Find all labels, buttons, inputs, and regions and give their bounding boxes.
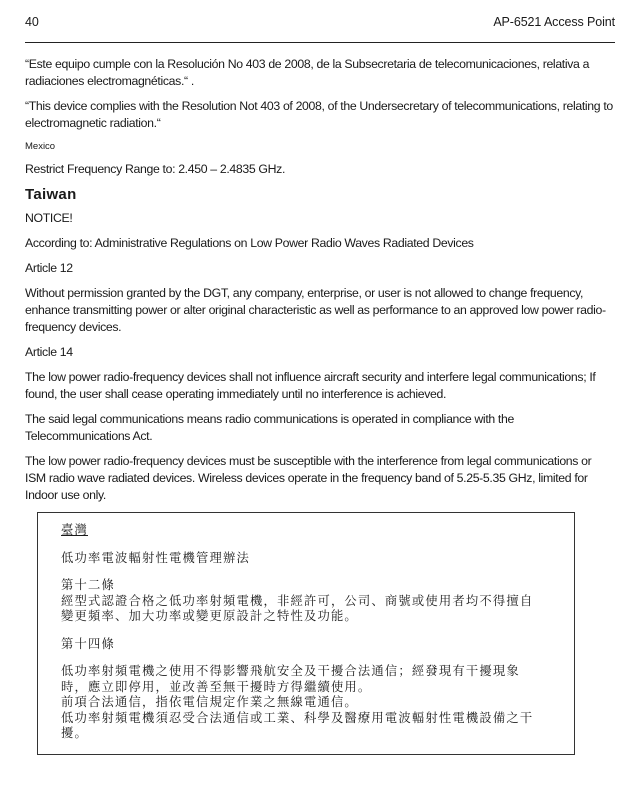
chinese-article-14-line: 低功率射頻電機須忍受合法通信或工業、科學及醫療用電波輻射性電機設備之干: [61, 710, 534, 725]
interference-susceptibility-text: The low power radio-frequency devices must be susceptible with the interference from legal communications or ISM radio wave radiated devices. Wireless devices operate in the frequency band of 5.25-5.35 GHz, limited for Indoor use only.: [25, 454, 592, 502]
chile-notice-english: “This device complies with the Resolution Not 403 of 2008, of the Undersecretary of telecommunications, relating to electromagnetic radiation.“: [25, 99, 613, 130]
chinese-article-12-line: 變更頻率、加大功率或變更原設計之特性及功能。: [61, 609, 358, 623]
chinese-article-14-line: 前項合法通信，指依電信規定作業之無線電通信。: [61, 695, 358, 709]
article-14-heading: Article 14: [25, 345, 73, 359]
chinese-regulation-name: 低功率電波輻射性電機管理辦法: [61, 550, 250, 565]
chinese-article-14-line: 時，應立即停用，並改善至無干擾時方得繼續使用。: [61, 679, 372, 694]
taiwan-heading: Taiwan: [25, 186, 77, 203]
chinese-notice-title: 臺灣: [61, 523, 88, 537]
taiwan-notice-label: NOTICE!: [25, 211, 73, 225]
page-header: [25, 12, 615, 43]
page-number: 40: [25, 15, 39, 29]
document-body: [25, 56, 615, 755]
article-12-heading: Article 12: [25, 261, 73, 275]
chinese-article-14-heading: 第十四條: [61, 636, 115, 651]
chile-notice-spanish: “Este equipo cumple con la Resolución No 403 de 2008, de la Subsecretaria de telecomunicaciones, relativa a radiaciones electromagnéticas.“ .: [25, 57, 590, 88]
document-title: AP-6521 Access Point: [493, 15, 615, 29]
legal-communications-definition: The said legal communications means radio communications is operated in compliance with the Telecommunications Act.: [25, 412, 514, 443]
mexico-frequency-note: Restrict Frequency Range to: 2.450 – 2.4835 GHz.: [25, 162, 286, 176]
article-14-text: The low power radio-frequency devices shall not influence aircraft security and interfere legal communications; If found, the user shall cease operating immediately until no interference is achieved.: [25, 370, 596, 401]
chinese-article-14-line: 擾。: [61, 726, 88, 740]
document-page: [25, 0, 615, 755]
chinese-article-12-heading: 第十二條: [61, 578, 115, 592]
chinese-article-14-line: 低功率射頻電機之使用不得影響飛航安全及干擾合法通信；經發現有干擾現象: [61, 664, 520, 678]
chinese-notice-box: [37, 512, 575, 755]
article-12-text: Without permission granted by the DGT, any company, enterprise, or user is not allowed to change frequency, enhance transmitting power or alter original characteristic as well as performance to an approved low power radio-frequency devices.: [25, 286, 606, 334]
taiwan-regulation-reference: According to: Administrative Regulations on Low Power Radio Waves Radiated Devices: [25, 236, 474, 250]
chinese-article-12-line: 經型式認證合格之低功率射頻電機，非經許可，公司、商號或使用者均不得擅自: [61, 593, 534, 608]
mexico-label: Mexico: [25, 141, 56, 152]
